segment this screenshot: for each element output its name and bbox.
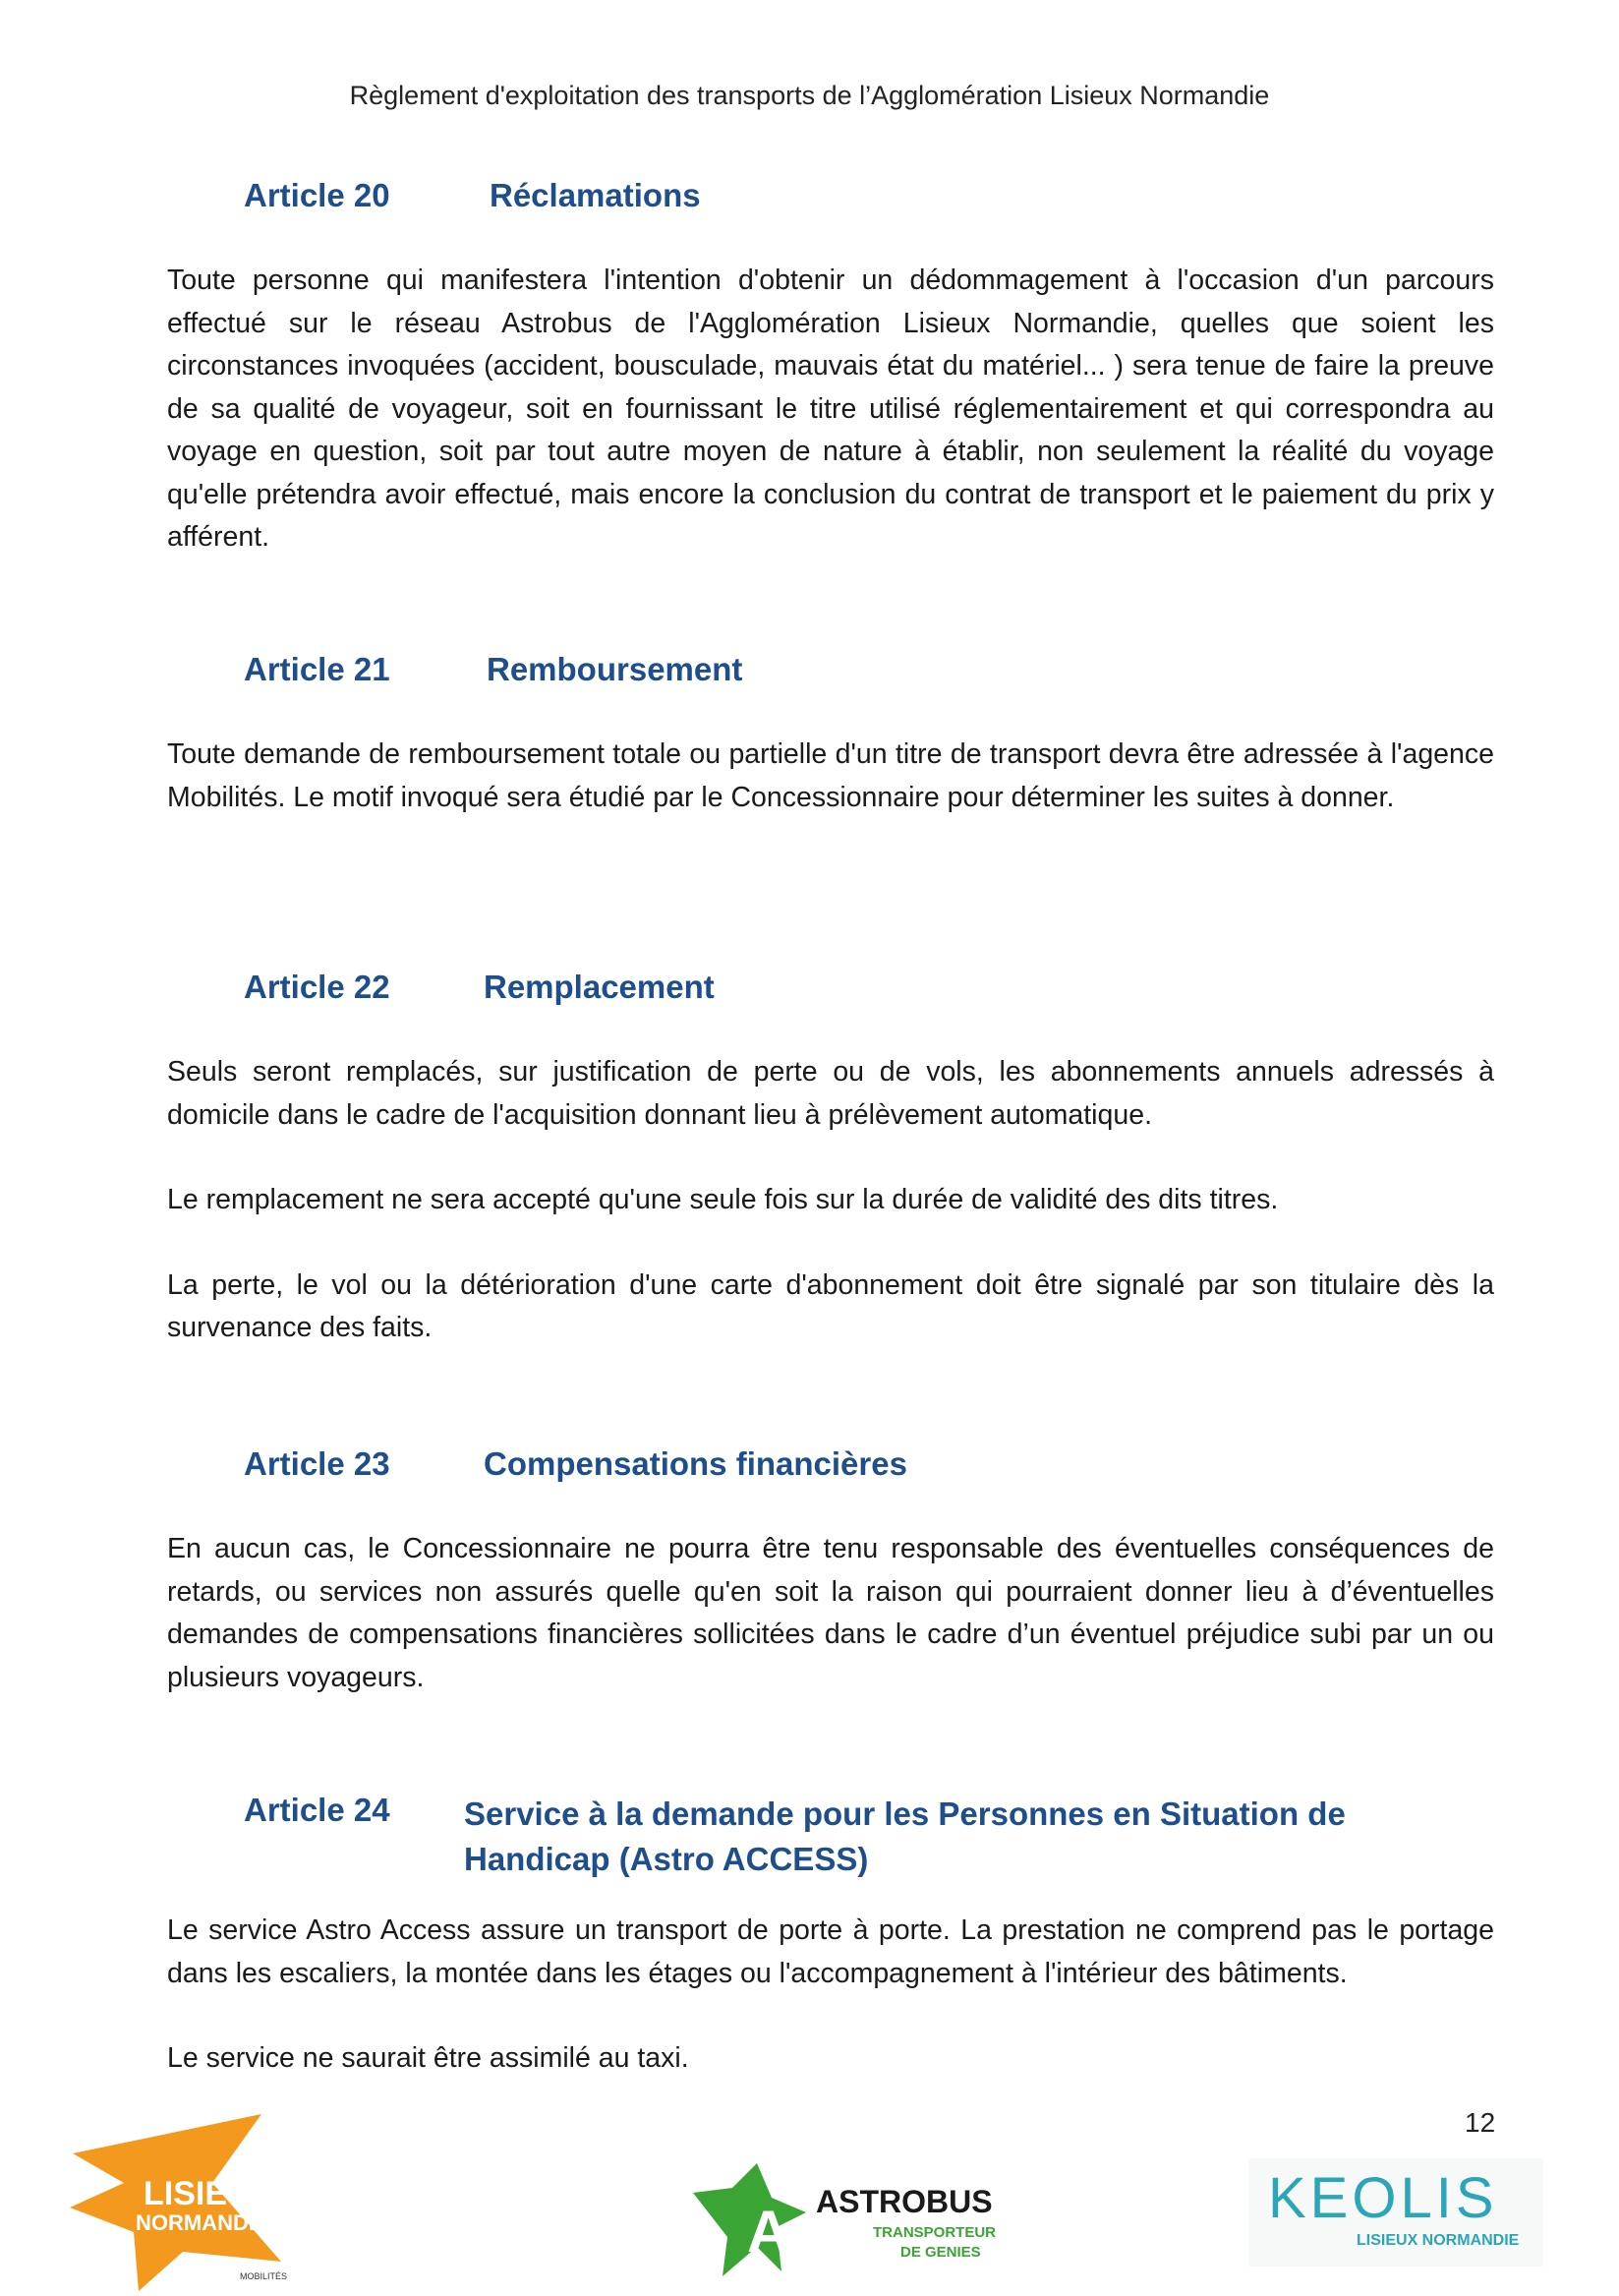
document-header: Règlement d'exploitation des transports de l’Agglomération Lisieux Normandie xyxy=(349,81,1270,110)
keolis-tag: LISIEUX NORMANDIE xyxy=(1357,2232,1520,2249)
article-paragraph: Toute personne qui manifestera l'intention d'obtenir un dédommagement à l'occasion d'un parcours effectué sur le réseau Astrobus de l'Agglomération Lisieux Normandie, quelles que soient les circonstances invoquées (accident, bousculade, mauvais état du matériel... ) sera tenue de faire la preuve de sa qualité de voyageur, soit en fournissant le titre utilisé réglementairement et qui correspondra au voyage en question, soit par tout autre moyen de nature à établir, non seulement la réalité du voyage qu'elle prétendra avoir effectué, mais encore la conclusion du contrat de transport et le paiement du prix y afférent. xyxy=(167,265,1494,553)
article-paragraph: Le service Astro Access assure un transport de porte à porte. La prestation ne comprend pas le portage dans les escaliers, la montée dans les étages ou l'accompagnement à l'intérieur des bâtiments. xyxy=(167,1914,1494,1989)
article-title: Remboursement xyxy=(487,651,743,687)
article-paragraph: Le service ne saurait être assimilé au taxi. xyxy=(167,2042,689,2074)
article-number: Article 21 xyxy=(244,651,390,687)
logo-tag: MOBILITÉS xyxy=(240,2271,288,2281)
astrobus-logo xyxy=(688,2158,997,2286)
astrobus-tag2: DE GENIES xyxy=(900,2244,981,2261)
article-title: Réclamations xyxy=(490,177,701,213)
astrobus-tag1: TRANSPORTEUR xyxy=(873,2224,997,2241)
article-heading xyxy=(167,651,1494,694)
article-paragraph: En aucun cas, le Concessionnaire ne pourra être tenu responsable des éventuelles conséquences de retards, ou services non assurés quelle qu'en soit la raison qui pourraient donner lieu à d’éventuelles demandes de compensations financières sollicitées dans le cadre d’un éventuel préjudice subi par un ou plusieurs voyageurs. xyxy=(167,1533,1494,1693)
article-20 xyxy=(167,177,1494,559)
article-number: Article 22 xyxy=(244,969,390,1005)
article-title: Remplacement xyxy=(484,969,715,1005)
keolis-name: KEOLIS xyxy=(1268,2166,1498,2230)
article-paragraph: La perte, le vol ou la détérioration d'une carte d'abonnement doit être signalé par son titulaire dès la survenance des faits. xyxy=(167,1268,1494,1343)
article-number: Article 24 xyxy=(244,1792,390,1828)
article-title: Compensations financières xyxy=(484,1445,907,1482)
page-number: 12 xyxy=(1465,2107,1496,2138)
article-heading xyxy=(167,1445,1494,1489)
article-22 xyxy=(167,969,1494,1350)
keolis-logo xyxy=(1248,2158,1543,2267)
article-paragraph: Le remplacement ne sera accepté qu'une seule fois sur la durée de validité des dits titres. xyxy=(167,1184,1279,1215)
article-paragraph: Toute demande de remboursement totale ou partielle d'un titre de transport devra être adressée à l'agence Mobilités. Le motif invoqué sera étudié par le Concessionnaire pour déterminer les suites à donner. xyxy=(167,738,1494,813)
article-number: Article 20 xyxy=(244,177,390,213)
astrobus-name: ASTROBUS xyxy=(816,2184,993,2219)
lisieux-normandie-logo xyxy=(65,2114,291,2291)
article-21 xyxy=(167,651,1494,819)
article-heading xyxy=(167,177,1494,220)
logo-line2: NORMANDIE xyxy=(136,2210,269,2235)
article-number: Article 23 xyxy=(244,1445,390,1482)
article-paragraph: Seuls seront remplacés, sur justification de perte ou de vols, les abonnements annuels adressés à domicile dans le cadre de l'acquisition donnant lieu à prélèvement automatique. xyxy=(167,1056,1494,1131)
logo-line1: LISIEUX xyxy=(144,2175,274,2212)
article-24 xyxy=(167,1792,1494,2081)
astrobus-letter-icon: A xyxy=(747,2199,790,2265)
article-23 xyxy=(167,1445,1494,1699)
article-title: Service à la demande pour les Personnes en Situation de Handicap (Astro ACCESS) xyxy=(464,1796,1346,1877)
article-heading xyxy=(167,1792,1494,1880)
article-heading xyxy=(167,969,1494,1012)
